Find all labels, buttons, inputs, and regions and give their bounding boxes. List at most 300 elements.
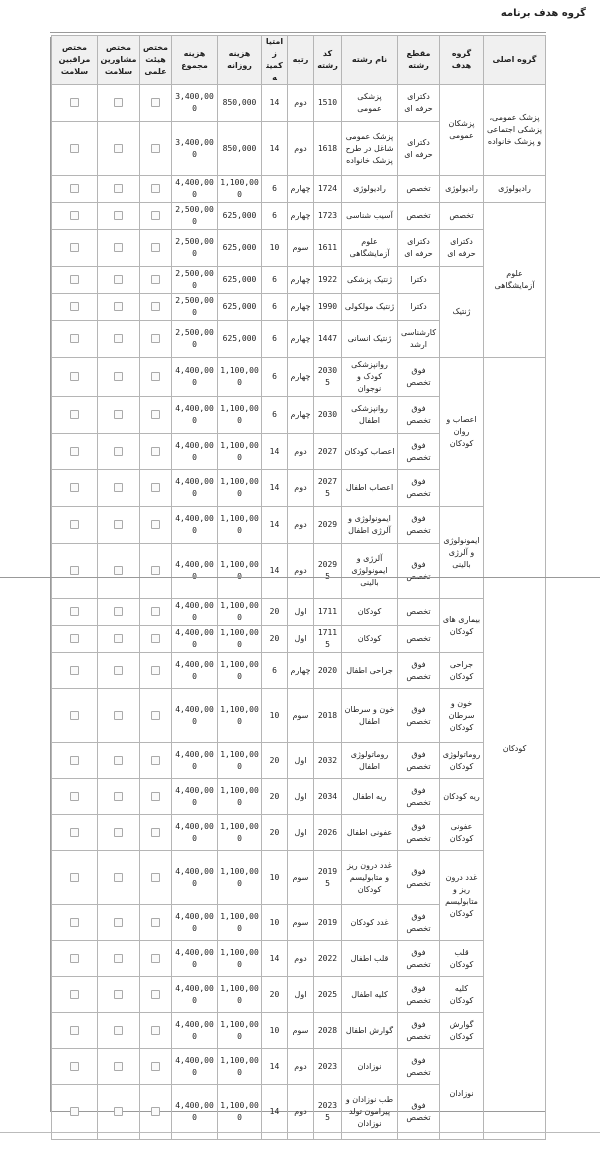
target-group-cell: رادیولوژی [440,176,484,203]
faculty-checkbox[interactable] [151,607,160,616]
field-code-cell: 1922 [314,267,342,294]
faculty-cell [140,689,172,743]
carer-checkbox[interactable] [70,990,79,999]
field-code-cell: 1724 [314,176,342,203]
field-name-cell: آسیب شناسی [342,203,398,230]
level-cell: فوق [398,544,440,599]
field-name-cell: روانپزشکی کودک و نوجوان [342,358,398,397]
faculty-checkbox[interactable] [151,873,160,882]
field-name-cell: ژنتیک پزشکی [342,267,398,294]
advisor-cell [98,815,140,851]
total-cost-cell: 4,400,000 [172,176,218,203]
faculty-checkbox[interactable] [151,211,160,220]
carer-checkbox[interactable] [70,954,79,963]
advisor-checkbox[interactable] [114,1062,123,1071]
faculty-checkbox[interactable] [151,990,160,999]
header-row [52,36,546,85]
total-cost-cell: 2,500,000 [172,203,218,230]
table-row [52,851,546,905]
faculty-cell [140,294,172,321]
carer-cell [52,470,98,507]
faculty-checkbox[interactable] [151,666,160,675]
carer-cell [52,941,98,977]
faculty-cell [140,434,172,470]
program-table [51,35,546,1140]
total-cost-cell: 3,400,000 [172,85,218,122]
carer-cell [52,122,98,176]
advisor-checkbox[interactable] [114,756,123,765]
table-row [52,203,546,230]
field-name-cell: ریه اطفال [342,779,398,815]
field-code-cell: 2034 [314,779,342,815]
level-cell: فوق تخصص [398,779,440,815]
target-group-cell: روماتولوژی کودکان [440,743,484,779]
field-name-cell: علوم آزمایشگاهی [342,230,398,267]
score-cell: 20 [262,626,288,653]
advisor-cell [98,653,140,689]
field-name-cell: پزشکی عمومی [342,85,398,122]
advisor-cell [98,176,140,203]
advisor-cell [98,321,140,358]
advisor-checkbox[interactable] [114,483,123,492]
faculty-cell [140,1049,172,1085]
rank-cell: دوم [288,85,314,122]
level-cell: فوق تخصص [398,1085,440,1140]
field-code-cell: 2029 [314,544,342,599]
table-row [52,1049,546,1085]
faculty-cell [140,85,172,122]
faculty-checkbox[interactable] [151,275,160,284]
total-cost-cell: 4,400,000 [172,507,218,544]
carer-cell [52,977,98,1013]
faculty-cell [140,507,172,544]
col-rank: رتبه [288,36,314,85]
score-cell: 14 [262,507,288,544]
daily-cost-cell: 625,000 [218,267,262,294]
level-cell: فوق تخصص [398,941,440,977]
faculty-checkbox[interactable] [151,954,160,963]
carer-checkbox[interactable] [70,711,79,720]
rank-cell: چهارم [288,267,314,294]
main-group-cell: رادیولوژی [484,176,546,203]
faculty-checkbox[interactable] [151,98,160,107]
score-cell: 6 [262,267,288,294]
carer-checkbox[interactable] [70,566,79,575]
score-cell: 6 [262,653,288,689]
advisor-cell [98,122,140,176]
score-cell: 14 [262,1085,288,1140]
target-group-cell: بیماری های کودکان [440,599,484,653]
advisor-cell [98,1013,140,1049]
faculty-cell [140,905,172,941]
advisor-checkbox[interactable] [114,447,123,456]
target-group-cell: دکترای حرفه ای [440,230,484,267]
daily-cost-cell: 1,100,000 [218,905,262,941]
advisor-checkbox[interactable] [114,711,123,720]
advisor-checkbox[interactable] [114,566,123,575]
score-cell: 20 [262,977,288,1013]
field-code-cell: 1990 [314,294,342,321]
advisor-checkbox[interactable] [114,144,123,153]
score-cell: 20 [262,815,288,851]
faculty-checkbox[interactable] [151,1026,160,1035]
target-group-cell: جراحی کودکان [440,653,484,689]
total-cost-cell: 2,500,000 [172,294,218,321]
advisor-cell [98,85,140,122]
advisor-cell [98,599,140,626]
score-cell: 14 [262,434,288,470]
daily-cost-cell: 1,100,000 [218,689,262,743]
advisor-cell [98,434,140,470]
advisor-checkbox[interactable] [114,990,123,999]
advisor-checkbox[interactable] [114,828,123,837]
faculty-checkbox[interactable] [151,792,160,801]
faculty-checkbox[interactable] [151,410,160,419]
daily-cost-cell: 625,000 [218,294,262,321]
total-cost-cell: 2,500,000 [172,321,218,358]
carer-checkbox[interactable] [70,144,79,153]
level-cell: فوق تخصص [398,1049,440,1085]
rank-cell: دوم [288,1049,314,1085]
daily-cost-cell: 1,100,000 [218,1049,262,1085]
daily-cost-cell: 625,000 [218,230,262,267]
level-cell: فوق تخصص [398,470,440,507]
footer-divider [0,1132,600,1133]
advisor-checkbox[interactable] [114,211,123,220]
faculty-cell [140,267,172,294]
table-row [52,358,546,397]
faculty-cell [140,815,172,851]
total-cost-cell: 4,400,000 [172,653,218,689]
level-cell: دکترای حرفه ای [398,230,440,267]
col-health-carers: مختص مراقبین سلامت [52,36,98,85]
carer-checkbox[interactable] [70,520,79,529]
carer-checkbox[interactable] [70,483,79,492]
carer-checkbox[interactable] [70,243,79,252]
advisor-checkbox[interactable] [114,873,123,882]
rank-cell: سوم [288,230,314,267]
advisor-checkbox[interactable] [114,918,123,927]
score-cell: 6 [262,397,288,434]
faculty-checkbox[interactable] [151,483,160,492]
total-cost-cell: 4,400,000 [172,434,218,470]
total-cost-cell: 4,400,000 [172,977,218,1013]
carer-checkbox[interactable] [70,634,79,643]
advisor-checkbox[interactable] [114,275,123,284]
level-cell: تخصص [398,626,440,653]
advisor-checkbox[interactable] [114,634,123,643]
total-cost-cell: 4,400,000 [172,941,218,977]
level-cell: فوق تخصص [398,397,440,434]
rank-cell: اول [288,626,314,653]
advisor-cell [98,470,140,507]
faculty-checkbox[interactable] [151,447,160,456]
carer-cell [52,544,98,599]
faculty-checkbox[interactable] [151,334,160,343]
advisor-cell [98,1049,140,1085]
advisor-cell [98,294,140,321]
rank-cell: اول [288,779,314,815]
faculty-checkbox[interactable] [151,566,160,575]
field-code-cell: 2022 [314,941,342,977]
carer-checkbox[interactable] [70,447,79,456]
field-code-cell: 1447 [314,321,342,358]
carer-cell [52,321,98,358]
rank-cell: چهارم [288,294,314,321]
score-cell: 14 [262,85,288,122]
field-name-cell: کودکان [342,599,398,626]
daily-cost-cell: 1,100,000 [218,1085,262,1140]
advisor-checkbox[interactable] [114,520,123,529]
carer-checkbox[interactable] [70,275,79,284]
program-table-frame [50,32,546,1128]
advisor-checkbox[interactable] [114,98,123,107]
carer-cell [52,779,98,815]
faculty-checkbox[interactable] [151,184,160,193]
faculty-checkbox[interactable] [151,1062,160,1071]
rank-cell: چهارم [288,321,314,358]
carer-checkbox[interactable] [70,302,79,311]
advisor-cell [98,851,140,905]
field-name-cell: قلب اطفال [342,941,398,977]
score-cell: 10 [262,230,288,267]
carer-cell [52,599,98,626]
rank-cell: چهارم [288,358,314,397]
rank-cell: دوم [288,507,314,544]
target-group-cell: قلب کودکان [440,941,484,977]
advisor-checkbox[interactable] [114,243,123,252]
daily-cost-cell: 850,000 [218,85,262,122]
advisor-checkbox[interactable] [114,372,123,381]
carer-checkbox[interactable] [70,873,79,882]
field-name-cell: ژنتیک مولکولی [342,294,398,321]
carer-checkbox[interactable] [70,607,79,616]
faculty-cell [140,941,172,977]
carer-cell [52,815,98,851]
carer-cell [52,85,98,122]
carer-checkbox[interactable] [70,372,79,381]
level-cell: فوق تخصص [398,689,440,743]
carer-checkbox[interactable] [70,792,79,801]
rank-cell: چهارم [288,203,314,230]
faculty-checkbox[interactable] [151,711,160,720]
faculty-checkbox[interactable] [151,828,160,837]
carer-checkbox[interactable] [70,918,79,927]
score-cell: 6 [262,358,288,397]
carer-checkbox[interactable] [70,410,79,419]
field-code-cell: 20275 [314,470,342,507]
rank-cell: دوم [288,122,314,176]
faculty-cell [140,321,172,358]
carer-cell [52,358,98,397]
advisor-cell [98,267,140,294]
page-break-line [0,577,600,578]
carer-checkbox[interactable] [70,1026,79,1035]
carer-checkbox[interactable] [70,666,79,675]
daily-cost-cell: 1,100,000 [218,977,262,1013]
carer-cell [52,434,98,470]
faculty-checkbox[interactable] [151,372,160,381]
rank-cell: دوم [288,1085,314,1140]
faculty-checkbox[interactable] [151,144,160,153]
faculty-cell [140,977,172,1013]
col-health-advisors: مختص مشاورین سلامت [98,36,140,85]
advisor-cell [98,203,140,230]
faculty-cell [140,851,172,905]
level-cell: دکترا [398,294,440,321]
daily-cost-cell: 625,000 [218,203,262,230]
daily-cost-cell: 1,100,000 [218,653,262,689]
total-cost-cell: 4,400,000 [172,851,218,905]
table-row [52,779,546,815]
advisor-cell [98,544,140,599]
advisor-checkbox[interactable] [114,792,123,801]
faculty-cell [140,653,172,689]
field-name-cell: کلیه اطفال [342,977,398,1013]
field-name-cell: آلرژی و ایمونولوژی بالینی [342,544,398,599]
faculty-checkbox[interactable] [151,634,160,643]
target-group-cell: نوزادان [440,1049,484,1140]
carer-checkbox[interactable] [70,334,79,343]
carer-cell [52,905,98,941]
faculty-cell [140,397,172,434]
faculty-cell [140,176,172,203]
level-cell: تخصص [398,599,440,626]
table-row [52,977,546,1013]
target-group-cell: خون و سرطان کودکان [440,689,484,743]
total-cost-cell: 4,400,000 [172,743,218,779]
level-cell: فوق تخصص [398,851,440,905]
carer-checkbox[interactable] [70,98,79,107]
faculty-checkbox[interactable] [151,302,160,311]
table-row [52,267,546,294]
carer-cell [52,267,98,294]
field-code-cell: 20195 [314,851,342,905]
carer-checkbox[interactable] [70,1062,79,1071]
col-target-group: گروه هدف [440,36,484,85]
target-group-cell: عفونی کودکان [440,815,484,851]
field-name-cell: عفونی اطفال [342,815,398,851]
daily-cost-cell: 1,100,000 [218,434,262,470]
target-group-cell: غدد درون ریز و متابولیسم کودکان [440,851,484,941]
advisor-checkbox[interactable] [114,334,123,343]
carer-checkbox[interactable] [70,756,79,765]
field-code-cell: 2026 [314,815,342,851]
faculty-checkbox[interactable] [151,756,160,765]
faculty-checkbox[interactable] [151,243,160,252]
daily-cost-cell: 1,100,000 [218,1013,262,1049]
col-field-name: نام رشته [342,36,398,85]
field-code-cell: 2029 [314,507,342,544]
advisor-checkbox[interactable] [114,666,123,675]
rank-cell: سوم [288,851,314,905]
faculty-cell [140,230,172,267]
level-cell: تخصص [398,203,440,230]
faculty-cell [140,626,172,653]
advisor-checkbox[interactable] [114,302,123,311]
faculty-cell [140,470,172,507]
table-row [52,230,546,267]
level-cell: فوق تخصص [398,507,440,544]
score-cell: 10 [262,851,288,905]
page-title: گروه هدف برنامه [500,8,586,19]
advisor-checkbox[interactable] [114,410,123,419]
field-name-cell: نوزادان [342,1049,398,1085]
score-cell: 14 [262,122,288,176]
field-code-cell: 1618 [314,122,342,176]
carer-cell [52,294,98,321]
level-cell: دکترای حرفه ای [398,122,440,176]
field-name-cell: روانپزشکی اطفال [342,397,398,434]
faculty-checkbox[interactable] [151,1107,160,1116]
field-name-cell: گوارش اطفال [342,1013,398,1049]
field-name-cell: غدد کودکان [342,905,398,941]
total-cost-cell: 4,400,000 [172,599,218,626]
daily-cost-cell: 1,100,000 [218,851,262,905]
rank-cell: دوم [288,544,314,599]
rank-cell: دوم [288,470,314,507]
score-cell: 10 [262,1013,288,1049]
carer-checkbox[interactable] [70,211,79,220]
target-group-cell: ژنتیک [440,267,484,358]
carer-cell [52,1049,98,1085]
advisor-cell [98,941,140,977]
field-code-cell: 20305 [314,358,342,397]
daily-cost-cell: 1,100,000 [218,397,262,434]
main-group-cell: علوم آزمایشگاهی [484,203,546,358]
carer-checkbox[interactable] [70,1107,79,1116]
col-faculty: مختص هیئت علمی [140,36,172,85]
carer-checkbox[interactable] [70,828,79,837]
col-level: مقطع رشته [398,36,440,85]
field-code-cell: 17115 [314,626,342,653]
level-cell: فوق تخصص [398,977,440,1013]
advisor-checkbox[interactable] [114,1026,123,1035]
faculty-checkbox[interactable] [151,918,160,927]
advisor-checkbox[interactable] [114,607,123,616]
total-cost-cell: 4,400,000 [172,626,218,653]
advisor-checkbox[interactable] [114,1107,123,1116]
advisor-cell [98,397,140,434]
carer-checkbox[interactable] [70,184,79,193]
target-group-cell: پزشکان عمومی [440,85,484,176]
advisor-cell [98,507,140,544]
level-cell: فوق تخصص [398,434,440,470]
faculty-checkbox[interactable] [151,520,160,529]
daily-cost-cell: 850,000 [218,122,262,176]
score-cell: 6 [262,321,288,358]
total-cost-cell: 4,400,000 [172,1013,218,1049]
daily-cost-cell: 1,100,000 [218,941,262,977]
daily-cost-cell: 1,100,000 [218,815,262,851]
rank-cell: چهارم [288,176,314,203]
faculty-cell [140,544,172,599]
advisor-cell [98,358,140,397]
daily-cost-cell: 1,100,000 [218,176,262,203]
total-cost-cell: 4,400,000 [172,397,218,434]
advisor-checkbox[interactable] [114,954,123,963]
advisor-checkbox[interactable] [114,184,123,193]
level-cell: فوق تخصص [398,358,440,397]
daily-cost-cell: 625,000 [218,321,262,358]
target-group-cell: ایمونولوژی و آلرژی بالینی [440,507,484,599]
field-code-cell: 20235 [314,1085,342,1140]
advisor-cell [98,230,140,267]
carer-cell [52,1013,98,1049]
score-cell: 6 [262,176,288,203]
total-cost-cell: 4,400,000 [172,358,218,397]
field-code-cell: 1510 [314,85,342,122]
